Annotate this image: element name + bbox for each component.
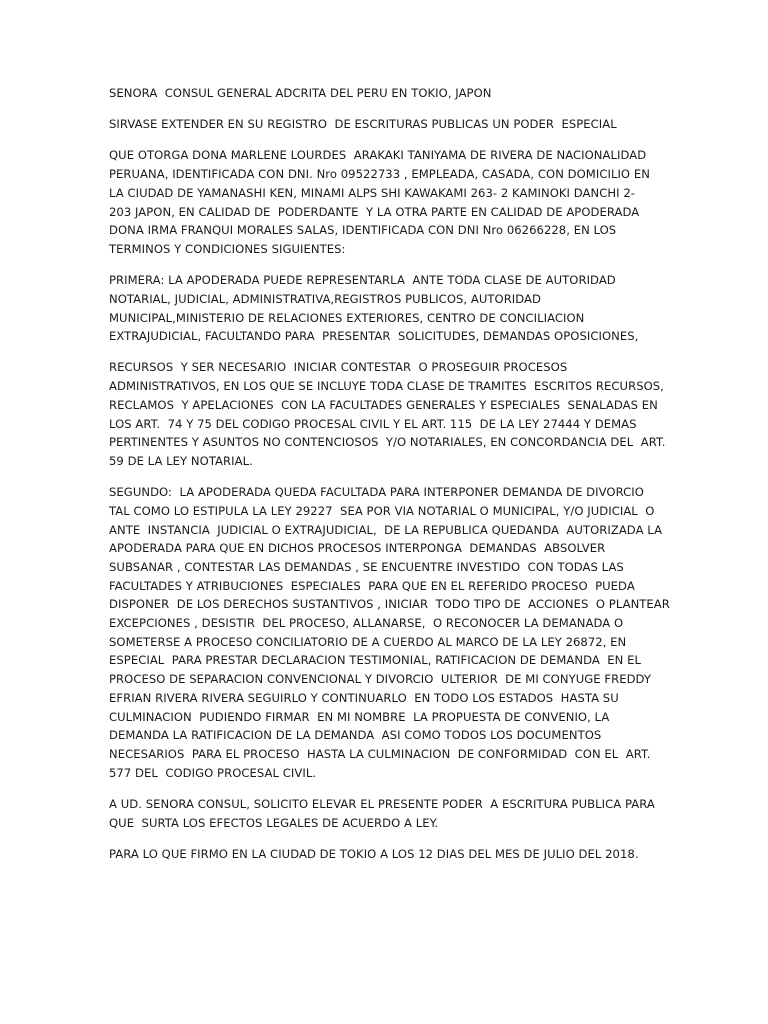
text-line: SEGUNDO: LA APODERADA QUEDA FACULTADA PARA INTERPONER DEMANDA DE DIVORCIO <box>109 485 644 500</box>
text-line: APODERADA PARA QUE EN DICHOS PROCESOS INTERPONGA DEMANDAS ABSOLVER <box>109 541 606 556</box>
text-line: SENORA CONSUL GENERAL ADCRITA DEL PERU EN TOKIO, JAPON <box>109 86 492 100</box>
text-line: NECESARIOS PARA EL PROCESO HASTA LA CULMINACION DE CONFORMIDAD CON EL ART. <box>109 747 651 761</box>
document-paragraph <box>109 146 661 258</box>
document-paragraph <box>109 795 661 832</box>
text-line: EFRIAN RIVERA RIVERA SEGUIRLO Y CONTINUARLO EN TODO LOS ESTADOS HASTA SU <box>109 690 619 705</box>
text-line: PERTINENTES Y ASUNTOS NO CONTENCIOSOS Y/O NOTARIALES, EN CONCORDANCIA DEL ART. <box>109 435 666 450</box>
document-paragraph <box>109 115 661 134</box>
document-paragraph <box>109 845 661 864</box>
text-line: ANTE INSTANCIA JUDICIAL O EXTRAJUDICIAL, DE LA REPUBLICA QUEDANDA AUTORIZADA LA <box>109 522 663 537</box>
text-line: 59 DE LA LEY NOTARIAL. <box>109 453 253 468</box>
text-line: DEMANDA LA RATIFICACION DE LA DEMANDA ASI COMO TODOS LOS DOCUMENTOS <box>109 728 602 743</box>
text-line: CULMINACION PUDIENDO FIRMAR EN MI NOMBRE LA PROPUESTA DE CONVENIO, LA <box>109 709 610 724</box>
document-paragraph <box>109 84 661 103</box>
text-line: 203 JAPON, EN CALIDAD DE PODERDANTE Y LA OTRA PARTE EN CALIDAD DE APODERADA <box>109 204 640 219</box>
text-line: TERMINOS Y CONDICIONES SIGUIENTES: <box>109 241 346 256</box>
document-paragraph <box>109 358 666 470</box>
text-line: PRIMERA: LA APODERADA PUEDE REPRESENTARLA ANTE TODA CLASE DE AUTORIDAD <box>109 273 616 288</box>
text-line: DISPONER DE LOS DERECHOS SUSTANTIVOS , INICIAR TODO TIPO DE ACCIONES O PLANTEAR <box>109 597 670 612</box>
text-line: PARA LO QUE FIRMO EN LA CIUDAD DE TOKIO A LOS 12 DIAS DEL MES DE JULIO DEL 2018. <box>109 846 639 861</box>
text-line: RECURSOS Y SER NECESARIO INICIAR CONTESTAR O PROSEGUIR PROCESOS <box>109 360 568 375</box>
text-line: 577 DEL CODIGO PROCESAL CIVIL. <box>109 765 317 780</box>
text-line: A UD. SENORA CONSUL, SOLICITO ELEVAR EL PRESENTE PODER A ESCRITURA PUBLICA PARA <box>109 796 655 811</box>
text-line: LA CIUDAD DE YAMANASHI KEN, MINAMI ALPS SHI KAWAKAMI 263- 2 KAMINOKI DANCHI 2- <box>109 185 636 200</box>
text-line: SUBSANAR , CONTESTAR LAS DEMANDAS , SE ENCUENTRE INVESTIDO CON TODAS LAS <box>109 559 624 574</box>
text-line: NOTARIAL, JUDICIAL, ADMINISTRATIVA,REGISTROS PUBLICOS, AUTORIDAD <box>109 291 542 306</box>
text-line: ADMINISTRATIVOS, EN LOS QUE SE INCLUYE TODA CLASE DE TRAMITES ESCRITOS RECURSOS, <box>109 379 664 394</box>
text-line: LOS ART. 74 Y 75 DEL CODIGO PROCESAL CIVIL Y EL ART. 115 DE LA LEY 27444 Y DEMAS <box>109 416 637 431</box>
text-line: PROCESO DE SEPARACION CONVENCIONAL Y DIVORCIO ULTERIOR DE MI CONYUGE FREDDY <box>109 672 652 687</box>
text-line: SOMETERSE A PROCESO CONCILIATORIO DE A CUERDO AL MARCO DE LA LEY 26872, EN <box>109 634 627 649</box>
text-line: EXTRAJUDICIAL, FACULTANDO PARA PRESENTAR SOLICITUDES, DEMANDAS OPOSICIONES, <box>109 329 639 344</box>
text-line: QUE OTORGA DONA MARLENE LOURDES ARAKAKI TANIYAMA DE RIVERA DE NACIONALIDAD <box>109 148 647 163</box>
text-line: ESPECIAL PARA PRESTAR DECLARACION TESTIMONIAL, RATIFICACION DE DEMANDA EN EL <box>109 653 642 668</box>
document-page <box>109 84 670 876</box>
document-paragraph <box>109 271 661 346</box>
text-line: PERUANA, IDENTIFICADA CON DNI. Nro 09522733 , EMPLEADA, CASADA, CON DOMICILIO EN <box>109 167 650 182</box>
text-line: SIRVASE EXTENDER EN SU REGISTRO DE ESCRITURAS PUBLICAS UN PODER ESPECIAL <box>109 117 617 132</box>
text-line: TAL COMO LO ESTIPULA LA LEY 29227 SEA POR VIA NOTARIAL O MUNICIPAL, Y/O JUDICIAL O <box>109 503 655 518</box>
text-line: DONA IRMA FRANQUI MORALES SALAS, IDENTIFICADA CON DNI Nro 06266228, EN LOS <box>109 223 617 238</box>
text-line: MUNICIPAL,MINISTERIO DE RELACIONES EXTERIORES, CENTRO DE CONCILIACION <box>109 310 585 325</box>
text-line: RECLAMOS Y APELACIONES CON LA FACULTADES GENERALES Y ESPECIALES SENALADAS EN <box>109 397 658 412</box>
text-line: EXCEPCIONES , DESISTIR DEL PROCESO, ALLANARSE, O RECONOCER LA DEMANADA O <box>109 616 624 631</box>
document-paragraph <box>109 483 670 782</box>
text-line: FACULTADES Y ATRIBUCIONES ESPECIALES PARA QUE EN EL REFERIDO PROCESO PUEDA <box>109 578 635 593</box>
text-line: QUE SURTA LOS EFECTOS LEGALES DE ACUERDO A LEY. <box>109 815 439 830</box>
